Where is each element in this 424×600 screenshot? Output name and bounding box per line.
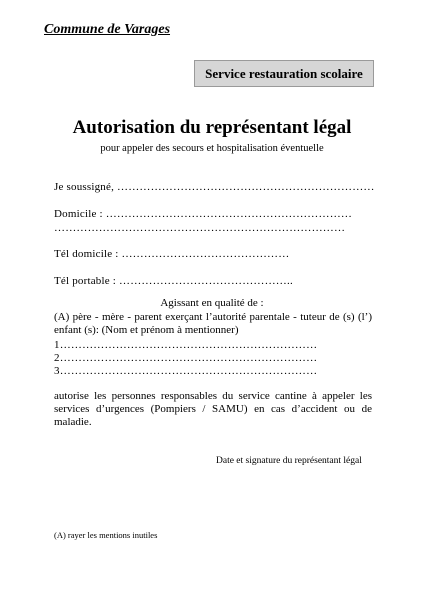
footnote: (A) rayer les mentions inutiles bbox=[54, 530, 158, 540]
je-soussigne-field: Je soussigné, …………………………………………………………… bbox=[54, 181, 375, 193]
document-subtitle: pour appeler des secours et hospitalisation éventuelle bbox=[100, 143, 324, 154]
commune-name: Commune de Varages bbox=[44, 22, 171, 37]
enfant-line-1: 1…………………………………………………………… bbox=[54, 339, 318, 351]
tel-portable-field: Tél portable : ……………………………………….. bbox=[54, 275, 293, 287]
domicile-field-line-2: …………………………………………………………………… bbox=[54, 222, 346, 234]
qualite-options: (A) père - mère - parent exerçant l’autorité parentale - tuteur de (s) (l’) enfant (s): (Nom et prénom à mentionner) bbox=[54, 311, 372, 336]
signature-label: Date et signature du représentant légal bbox=[216, 456, 362, 466]
enfant-line-2: 2…………………………………………………………… bbox=[54, 352, 318, 364]
autorisation-paragraph: autorise les personnes responsables du service cantine à appeler les services d’urgences (Pompiers / SAMU) en cas d’accident ou de maladie. bbox=[54, 390, 372, 428]
document-title: Autorisation du représentant légal bbox=[72, 117, 352, 138]
agissant-heading: Agissant en qualité de : bbox=[160, 297, 264, 309]
tel-domicile-field: Tél domicile : ……………………………………… bbox=[54, 248, 290, 260]
domicile-field-line-1: Domicile : ………………………………………………………… bbox=[54, 208, 353, 220]
service-label-box: Service restauration scolaire bbox=[194, 60, 374, 87]
enfant-line-3: 3…………………………………………………………… bbox=[54, 365, 318, 377]
